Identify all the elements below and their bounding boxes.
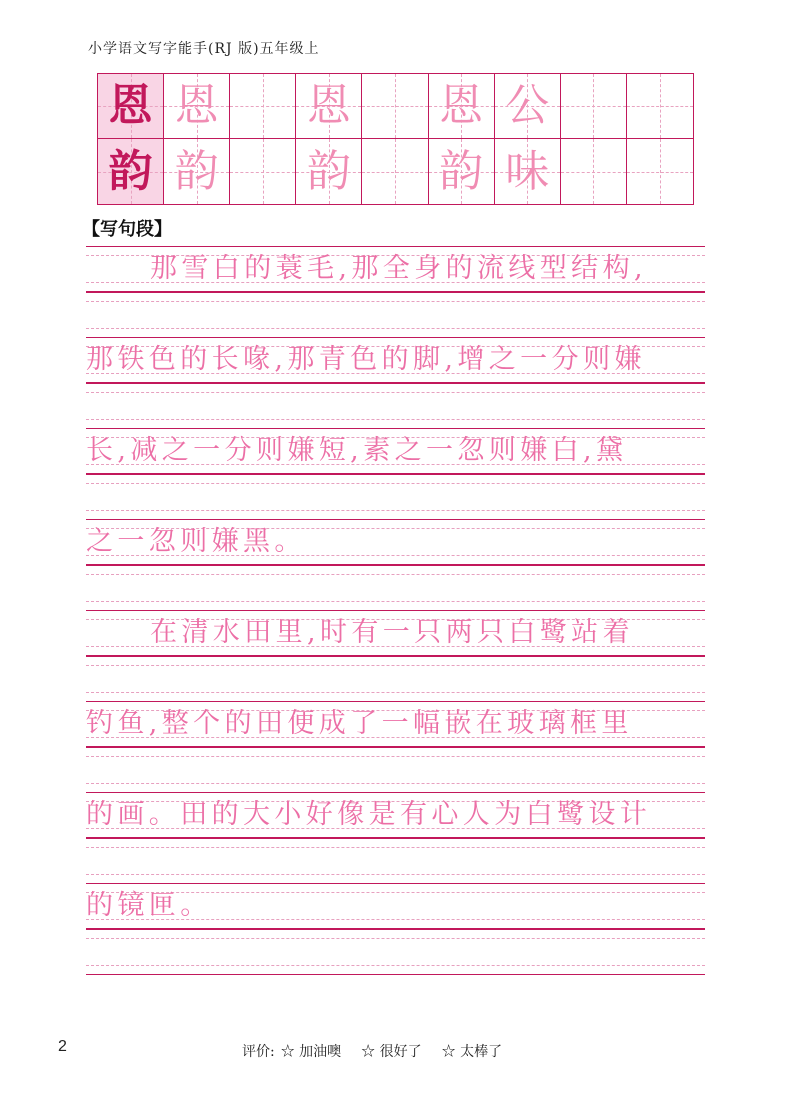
passage-line: 那铁色的长喙,那青色的脚,增之一分则嫌 <box>86 344 646 375</box>
trace-character: 韵 <box>306 145 351 197</box>
grid-cell[interactable] <box>627 139 693 204</box>
grid-cell[interactable] <box>429 139 495 204</box>
section-title: 【写句段】 <box>82 219 172 240</box>
grid-cell[interactable] <box>230 139 296 204</box>
writing-line[interactable] <box>86 519 705 565</box>
evaluation-option-excellent[interactable]: ☆ 太棒了 <box>441 1044 503 1060</box>
evaluation-option-keep-going[interactable]: ☆ 加油噢 <box>280 1044 342 1060</box>
evaluation-row <box>242 1041 516 1061</box>
grid-cell[interactable] <box>362 139 428 204</box>
passage-line: 在清水田里,时有一只两只白鹭站着 <box>150 617 634 648</box>
grid-cell[interactable] <box>627 74 693 139</box>
writing-line[interactable] <box>86 610 705 656</box>
writing-line[interactable] <box>86 383 705 429</box>
writing-line[interactable] <box>86 792 705 838</box>
writing-line[interactable] <box>86 292 705 338</box>
evaluation-label: 评价: <box>242 1044 275 1060</box>
grid-cell <box>98 74 164 139</box>
passage-line: 之一忽则嫌黑。 <box>86 526 306 557</box>
grid-cell[interactable] <box>164 139 230 204</box>
passage-line: 的镜匣。 <box>86 890 212 921</box>
trace-character: 恩 <box>439 80 484 131</box>
model-character: 韵 <box>108 145 153 197</box>
writing-lines <box>86 246 705 974</box>
passage-line: 长,减之一分则嫌短,素之一忽则嫌白,黛 <box>86 435 628 466</box>
grid-cell[interactable] <box>164 74 230 139</box>
grid-cell[interactable] <box>495 74 561 139</box>
writing-line[interactable] <box>86 337 705 383</box>
character-practice-grid <box>97 73 694 205</box>
evaluation-option-very-good[interactable]: ☆ 很好了 <box>361 1044 422 1060</box>
trace-character: 恩 <box>174 80 219 131</box>
grid-cell[interactable] <box>296 74 362 139</box>
grid-cell <box>98 139 164 204</box>
writing-line[interactable] <box>86 747 705 793</box>
grid-cell[interactable] <box>429 74 495 139</box>
passage-line <box>86 937 705 967</box>
writing-line[interactable] <box>86 701 705 747</box>
model-character: 恩 <box>108 80 153 131</box>
writing-line[interactable] <box>86 246 705 292</box>
writing-line[interactable] <box>86 474 705 520</box>
grid-cell[interactable] <box>495 139 561 204</box>
writing-line[interactable] <box>86 883 705 929</box>
trace-character: 味 <box>505 145 550 197</box>
grid-cell[interactable] <box>230 74 296 139</box>
writing-line[interactable] <box>86 428 705 474</box>
writing-line[interactable] <box>86 656 705 702</box>
trace-character: 公 <box>505 80 550 131</box>
trace-character: 韵 <box>174 145 219 197</box>
passage-line: 那雪白的蓑毛,那全身的流线型结构, <box>150 253 647 284</box>
passage-line: 的画。田的大小好像是有心人为白鹭设计 <box>86 799 652 830</box>
grid-cell[interactable] <box>362 74 428 139</box>
writing-line[interactable] <box>86 565 705 611</box>
trace-character: 韵 <box>439 145 484 197</box>
passage-line: 钓鱼,整个的田便成了一幅嵌在玻璃框里 <box>86 708 633 739</box>
page-number: 2 <box>58 1038 67 1055</box>
grid-cell[interactable] <box>296 139 362 204</box>
grid-cell[interactable] <box>561 74 627 139</box>
grid-cell[interactable] <box>561 139 627 204</box>
header-title: 小学语文写字能手(RJ 版)五年级上 <box>88 41 320 57</box>
writing-line[interactable] <box>86 838 705 884</box>
trace-character: 恩 <box>306 80 351 131</box>
writing-line[interactable] <box>86 929 705 975</box>
